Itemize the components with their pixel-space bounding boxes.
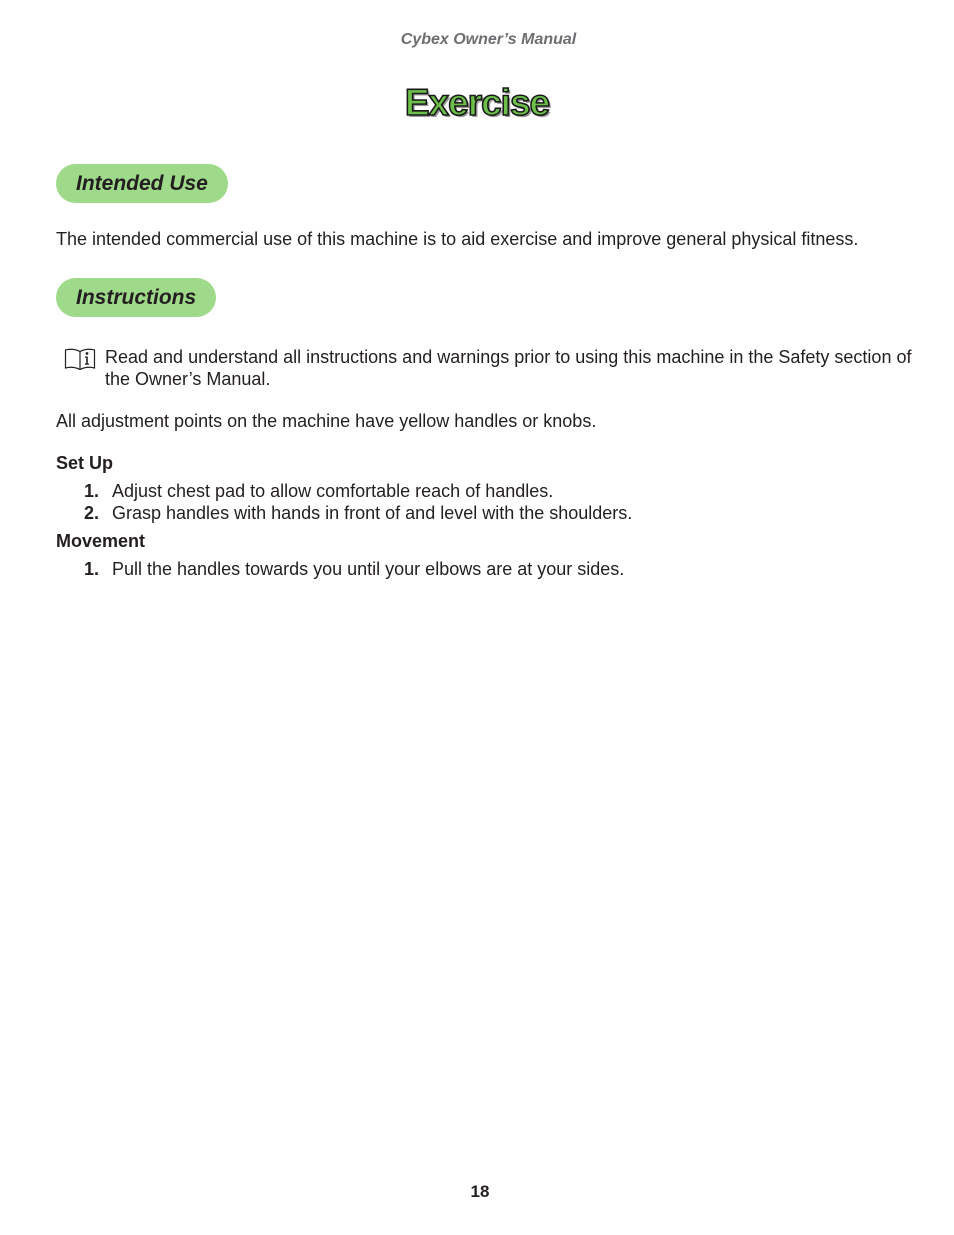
step-number: 1. <box>84 481 100 501</box>
setup-step <box>84 480 553 502</box>
running-header: Cybex Owner’s Manual <box>400 31 577 48</box>
adjustment-text: All adjustment points on the machine have yellow handles or knobs. <box>56 411 597 431</box>
page-number: 18 <box>470 1182 490 1201</box>
step-text: Grasp handles with hands in front of and level with the shoulders. <box>112 503 633 523</box>
section-heading-intended-use: Intended Use <box>56 164 228 203</box>
movement-step <box>84 558 624 580</box>
page-title: Exercise <box>404 82 550 123</box>
step-text: Pull the handles towards you until your elbows are at your sides. <box>112 559 625 579</box>
setup-heading: Set Up <box>56 453 114 473</box>
step-number: 2. <box>84 503 100 523</box>
setup-step <box>84 502 632 524</box>
book-info-icon <box>64 346 96 372</box>
manual-note <box>64 346 924 390</box>
step-number: 1. <box>84 559 100 579</box>
movement-heading: Movement <box>56 531 146 551</box>
note-text: Read and understand all instructions and warnings prior to using this machine in the Safety section of the Owner’s Manual. <box>105 347 912 389</box>
section-heading-instructions: Instructions <box>56 278 216 317</box>
intended-use-text: The intended commercial use of this machine is to aid exercise and improve general physical fitness. <box>56 229 859 249</box>
step-text: Adjust chest pad to allow comfortable reach of handles. <box>112 481 554 501</box>
